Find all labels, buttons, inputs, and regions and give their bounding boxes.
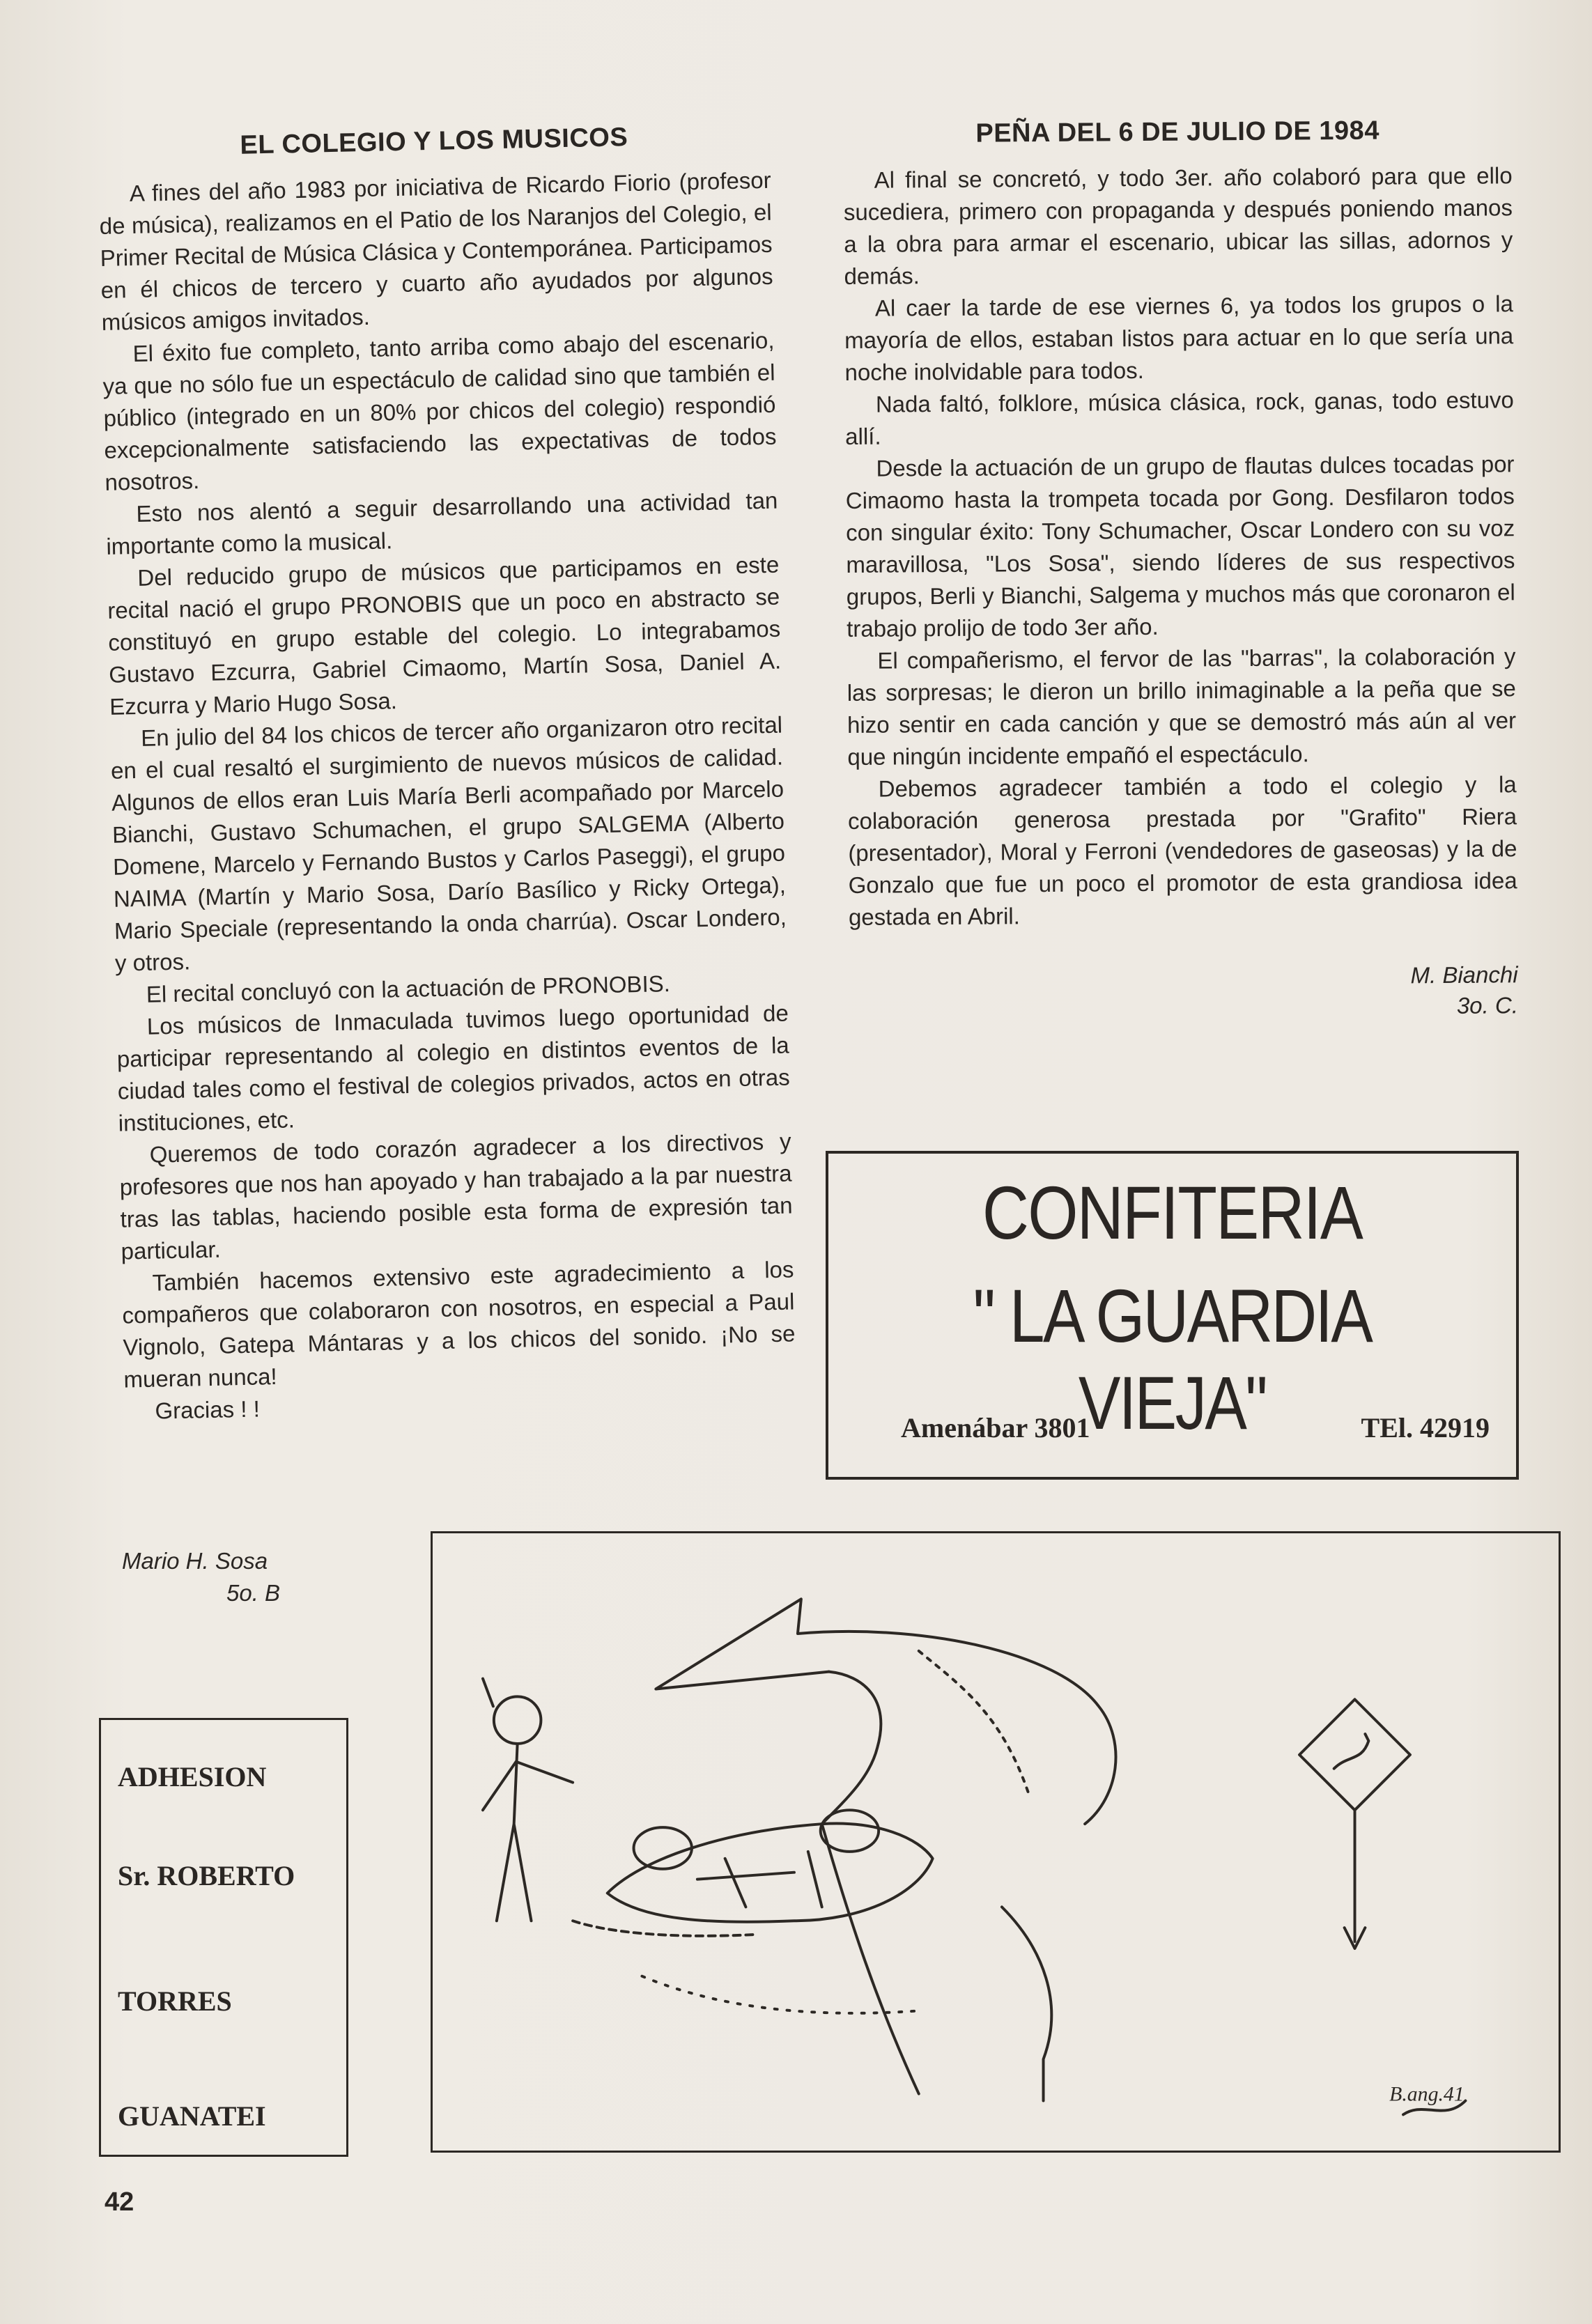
paragraph: En julio del 84 los chicos de tercer año organizaron otro recital en el cual resaltó el surgimiento de nuevos músicos de calidad. Algunos de ellos eran Luis María Berli acompañado por Marcelo Bianchi, Gustavo Schumachen, el grupo SALGEMA (Alberto Domene, Marcelo y Fernando Bustos y Carlos Paseggi), el grupo NAIMA (Martín y Mario Sosa, Darío Basílico y Ricky Ortega), Mario Speciale (representando la onda charrúa). Oscar Londero, y otros. <box>110 711 787 976</box>
paragraph: Los músicos de Inmaculada tuvimos luego oportunidad de participar representando al colegio en distintos eventos de la ciudad tales como el festival de colegios privados, actos en otras instituciones, etc. <box>116 1000 791 1136</box>
paragraph: Al caer la tarde de ese viernes 6, ya todos los grupos o la mayoría de ellos, estaban listos para actuar en lo que sería una noche inolvidable para todos. <box>844 290 1514 385</box>
adhesion-ad <box>99 1718 348 2157</box>
author-name: Mario H. Sosa <box>122 1548 268 1574</box>
person-body <box>483 1744 573 1921</box>
adhesion-line: GUANATEI <box>118 2100 266 2132</box>
paragraph: Gracias ! ! <box>155 1395 261 1424</box>
adhesion-line: TORRES <box>118 1985 232 2017</box>
author-class: 3o. C. <box>1456 992 1519 1018</box>
person-head <box>494 1696 541 1744</box>
cartoon-drawing <box>433 1533 1559 2151</box>
paragraph: A fines del año 1983 por iniciativa de Ricardo Fiorio (profesor de música), realizamos en el Patio de los Naranjos del Colegio, el Primer Recital de Música Clásica y Contemporánea. Participamos en él chicos de tercero y cuarto año ayudados por algunos músicos amigos invitados. <box>99 166 773 335</box>
ad-business-name: " LA GUARDIA VIEJA" <box>973 1273 1372 1445</box>
paragraph: Al final se concretó, y todo 3er. año colaboró para que ello sucediera, primero con propaganda y después poniendo manos a la obra para armar el escenario, ubicar las sillas, adornos y demás. <box>843 162 1513 289</box>
left-article-title: EL COLEGIO Y LOS MUSICOS <box>240 123 628 160</box>
confiteria-ad <box>826 1151 1519 1480</box>
right-article-title: PEÑA DEL 6 DE JULIO DE 1984 <box>975 116 1380 148</box>
ad-phone: TEl. 42919 <box>1361 1412 1490 1443</box>
cartoon-signature: B.ang.41 <box>1389 2082 1465 2106</box>
ad-title: CONFITERIA <box>982 1170 1363 1255</box>
adhesion-title: ADHESION <box>118 1761 267 1792</box>
left-article <box>98 118 797 1428</box>
author-class: 5o. B <box>226 1580 281 1606</box>
paragraph: El éxito fue completo, tanto arriba como abajo del escenario, ya que no sólo fue un espectáculo de calidad sino que también el público (integrado en un 80% por chicos del colegio) respondió excepcionalmente satisfaciendo las expectativas de todos nosotros. <box>102 327 777 495</box>
paragraph: El recital concluyó con la actuación de PRONOBIS. <box>146 970 671 1007</box>
paragraph: Del reducido grupo de músicos que participamos en este recital nació el grupo PRONOBIS que un poco en abstracto se constituyó en grupo estable del colegio. Lo integrabamos Gustavo Ezcurra, Gabriel Cimaomo, Martín Sosa, Daniel A. Ezcurra y Mario Hugo Sosa. <box>107 551 782 720</box>
adhesion-line: Sr. ROBERTO <box>118 1860 295 1891</box>
page-number: 42 <box>105 2187 134 2217</box>
ad-address: Amenábar 3801 <box>901 1412 1090 1443</box>
paragraph: Queremos de todo corazón agradecer a los directivos y profesores que nos han apoyado y han trabajado a la par nuestra tras las tablas, haciendo posible esta forma de expresión tan particular. <box>119 1128 793 1264</box>
car-wheel <box>634 1827 692 1869</box>
arrow-outline-top <box>656 1599 1115 1824</box>
paragraph: Desde la actuación de un grupo de flautas dulces tocadas por Cimaomo hasta la trompeta tocada por Gong. Desfilaron todos con singular éxito: Tony Schumacher, Oscar Londero con su voz maravillosa, "Los Sosa", siendo líderes de sus respectivos grupos, Berli y Bianchi, Salgema y muchos más que coronaron el trabajo prolijo de todo 3er año. <box>845 451 1515 642</box>
paragraph: Esto nos alentó a seguir desarrollando una actividad tan importante como la musical. <box>106 487 778 559</box>
right-article-signature <box>849 959 1518 1025</box>
paragraph: Debemos agradecer también a todo el colegio y la colaboración generosa prestada por "Grafito" Riera (presentador), Moral y Ferroni (vendedores de gaseosas) y la de Gonzalo que fue un poco el promotor de esta grandiosa idea gestada en Abril. <box>847 771 1517 930</box>
arrow-outline-bottom <box>822 1672 881 1825</box>
car-body <box>608 1824 933 1922</box>
left-article-signature <box>122 1545 280 1609</box>
cartoon-illustration <box>431 1531 1561 2153</box>
right-article <box>843 114 1518 1025</box>
author-name: M. Bianchi <box>1410 961 1518 989</box>
paragraph: El compañerismo, el fervor de las "barras", la colaboración y las sorpresas; le dieron un brillo inimaginable a la peña que se hizo sentir en cada canción y que se demostró más aún al ver que ningún incidente empañó el espectáculo. <box>847 643 1517 770</box>
paragraph: También hacemos extensivo este agradecimiento a los compañeros que colaboraron con nosotros, en especial a Paul Vignolo, Gatepa Mántaras y a los chicos del sonido. ¡No se mueran nunca! <box>122 1256 796 1393</box>
road-sign <box>1299 1699 1410 1810</box>
paragraph: Nada faltó, folklore, música clásica, rock, ganas, todo estuvo allí. <box>845 387 1514 449</box>
